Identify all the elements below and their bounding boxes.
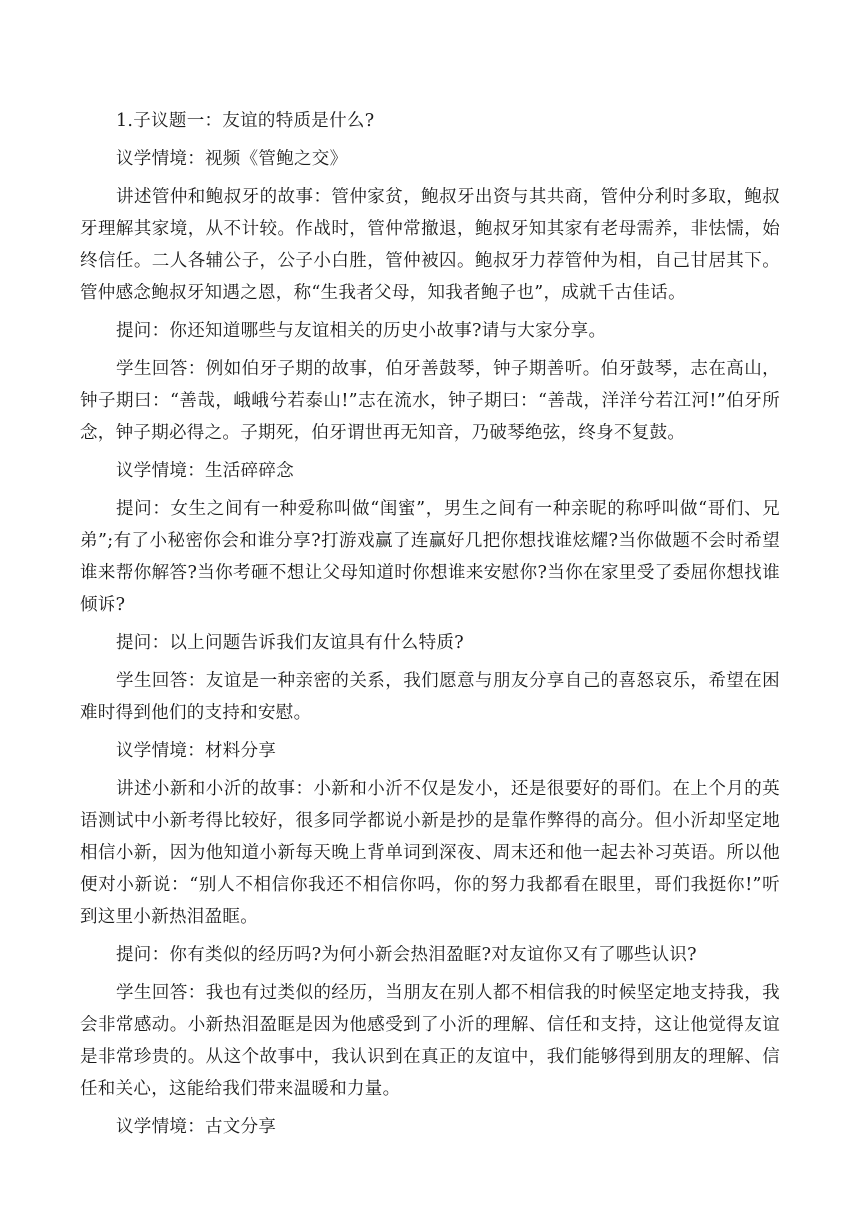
subtopic-heading: 1.子议题一：友谊的特质是什么? (116, 111, 375, 131)
answer-paragraph: 学生回答：例如伯牙子期的故事，伯牙善鼓琴，钟子期善听。伯牙鼓琴，志在高山，钟子期曰：“善哉，峨峨兮若泰山!”志在流水，钟子期曰：“善哉，洋洋兮若江河!”伯牙所念，钟子期必得之。子期死，伯牙谓世再无知音，乃破琴绝弦，终身不复鼓。 (80, 359, 780, 443)
question-paragraph: 提问：女生之间有一种爱称叫做“闺蜜”，男生之间有一种亲昵的称呼叫做“哥们、兄弟”;有了小秘密你会和谁分享?打游戏赢了连赢好几把你想找谁炫耀?当你做题不会时希望谁来帮你解答?当你考砸不想让父母知道时你想谁来安慰你?当你在家里受了委屈你想找谁倾诉? (80, 499, 780, 615)
question-paragraph: 提问：以上问题告诉我们友谊具有什么特质? (116, 633, 464, 653)
question-paragraph: 提问：你还知道哪些与友谊相关的历史小故事?请与大家分享。 (116, 321, 607, 341)
scenario-label: 议学情境：古文分享 (116, 1117, 277, 1137)
document-body (80, 105, 780, 1143)
scenario-label: 议学情境：生活碎碎念 (116, 461, 294, 481)
answer-paragraph: 学生回答：我也有过类似的经历，当朋友在别人都不相信我的时候坚定地支持我，我会非常感动。小新热泪盈眶是因为他感受到了小沂的理解、信任和支持，这让他觉得友谊是非常珍贵的。从这个故事中，我认识到在真正的友谊中，我们能够得到朋友的理解、信任和关心，这能给我们带来温暖和力量。 (80, 983, 780, 1099)
story-paragraph: 讲述管仲和鲍叔牙的故事：管仲家贫，鲍叔牙出资与其共商，管仲分利时多取，鲍叔牙理解其家境，从不计较。作战时，管仲常撤退，鲍叔牙知其家有老母需养，非怯懦，始终信任。二人各辅公子，公子小白胜，管仲被囚。鲍叔牙力荐管仲为相，自己甘居其下。管仲感念鲍叔牙知遇之恩，称“生我者父母，知我者鲍子也”，成就千古佳话。 (80, 187, 780, 303)
scenario-label: 议学情境：材料分享 (116, 741, 277, 761)
answer-paragraph: 学生回答：友谊是一种亲密的关系，我们愿意与朋友分享自己的喜怒哀乐，希望在困难时得到他们的支持和安慰。 (80, 671, 780, 723)
scenario-label: 议学情境：视频《管鲍之交》 (116, 149, 348, 169)
story-paragraph: 讲述小新和小沂的故事：小新和小沂不仅是发小，还是很要好的哥们。在上个月的英语测试中小新考得比较好，很多同学都说小新是抄的是靠作弊得的高分。但小沂却坚定地相信小新，因为他知道小新每天晚上背单词到深夜、周末还和他一起去补习英语。所以他便对小新说：“别人不相信你我还不相信你吗，你的努力我都看在眼里，哥们我挺你!”听到这里小新热泪盈眶。 (80, 779, 780, 927)
question-paragraph: 提问：你有类似的经历吗?为何小新会热泪盈眶?对友谊你又有了哪些认识? (116, 945, 697, 965)
